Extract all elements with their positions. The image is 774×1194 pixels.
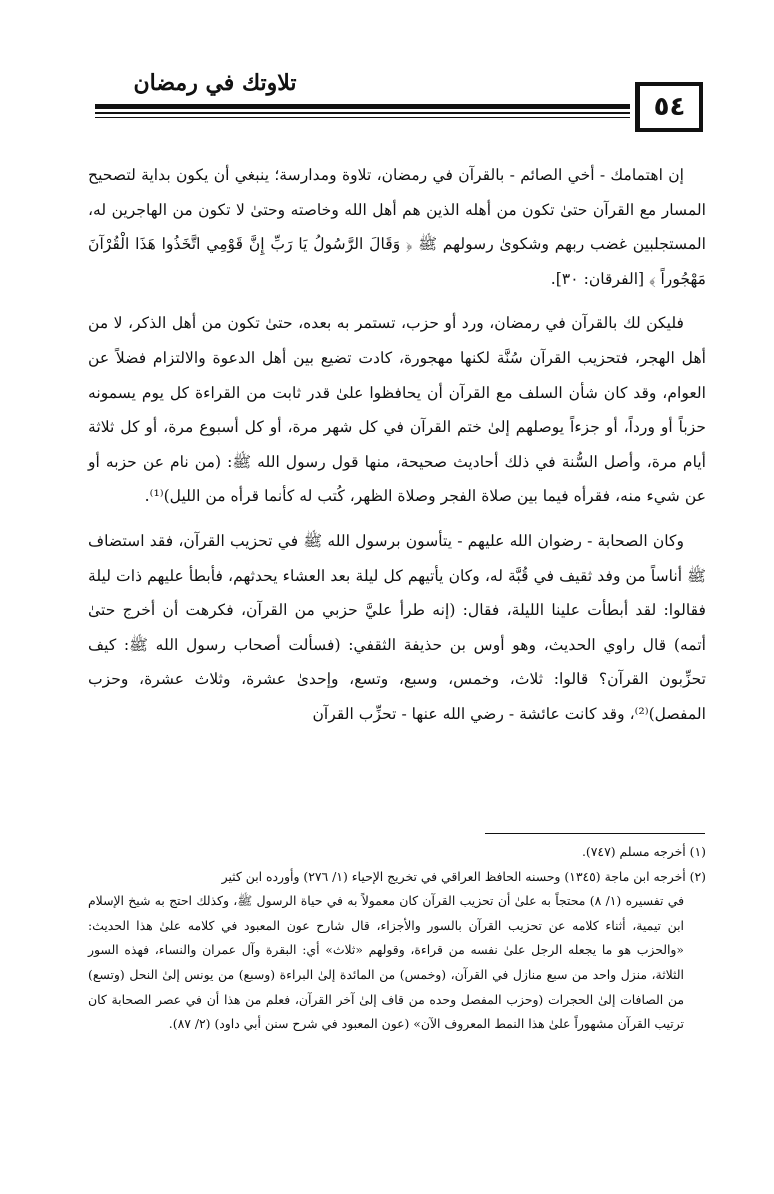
footnote-2-continued: في تفسيره (١/ ٨) محتجاً به علىٰ أن تحزيب القرآن كان معمولاً به في حياة الرسول ﷺ، وكذلك احتج به شيخ الإسلام ابن تيمية، أثناء كلامه عن تحزيب القرآن بالسور والأجزاء، قال شارح عون المعبود في كلامه علىٰ هذا الحديث: «والحزب هو ما يجعله الرجل علىٰ نفسه من قراءة، وقولهم «ثلاث» أي: البقرة وآل عمران والنساء، فهذه السور الثلاثة، منزل واحد من سبع منازل في القرآن، (وخمس) من المائدة إلىٰ البراءة (وسبع) من يونس إلىٰ النحل (وتسع) من الصافات إلىٰ الحجرات (وحزب المفصل وحده من قاف إلىٰ آخر القرآن، فعلم من هذا أن في عصر الصحابة كان ترتيب القرآن مشهوراً علىٰ هذا النمط المعروف الآن» (عون المعبود في شرح سنن أبي داود) (٢/ ٨٧).	[88, 893, 684, 1032]
paragraph-3: وكان الصحابة - رضوان الله عليهم - يتأسون برسول الله ﷺ في تحزيب القرآن، فقد استضاف ﷺ أناساً من وفد ثقيف في قُبَّة له، وكان يأتيهم كل ليلة بعد العشاء يحدثهم، فأبطأ عليهم ذات ليلة فقالوا: لقد أبطأت علينا الليلة، فقال: (إنه طرأ عليَّ حزبي من القرآن، فكرهت أن أخرج حتىٰ أتمه) قال راوي الحديث، وهو أوس بن حذيفة الثقفي: (فسألت أصحاب رسول الله ﷺ: كيف تحزِّبون القرآن؟ قالوا: ثلاث، وخمس، وسبع، وتسع، وإحدىٰ عشرة، وثلاث عشرة، وحزب المفصل)⁽²⁾، وقد كانت عائشة - رضي الله عنها - تحزِّب القرآن	[88, 531, 706, 723]
header-rule-thick	[95, 104, 630, 109]
paragraph-1: إن اهتمامك - أخي الصائم - بالقرآن في رمضان، تلاوة ومدارسة؛ ينبغي أن يكون بداية لتصحيح المسار مع القرآن حتىٰ تكون من أهله الذين هم أهل الله وخاصته وحتىٰ لا تكون من الهاجرين له، المستجلبين غضب ربهم وشكوىٰ رسولهم ﷺ ﴿ وَقَالَ الرَّسُولُ يَا رَبِّ إِنَّ قَوْمِي اتَّخَذُوا هَذَا الْقُرْآنَ مَهْجُوراً ﴾ [الفرقان: ٣٠].	[88, 166, 706, 288]
paragraph-2: فليكن لك بالقرآن في رمضان، ورد أو حزب، تستمر به بعده، حتىٰ تكون من أهل الذكر، لا من أهل الهجر، فتحزيب القرآن سُنَّة لكنها مهجورة، كادت تضيع بين أهل الدعوة والالتزام فضلاً عن العوام، وقد كان شأن السلف مع القرآن أن يحافظوا علىٰ قدر ثابت من القراءة كل يوم يسمونه حزباً أو ورداً، أو جزءاً يوصلهم إلىٰ ختم القرآن في كل شهر مرة، أو كل أسبوع مرة، أو كل ثلاثة أيام مرة، وأصل السُّنة في ذلك أحاديث صحيحة، منها قول رسول الله ﷺ: (من نام عن حزبه أو عن شيء منه، فقرأه فيما بين صلاة الفجر وصلاة الظهر، كُتب له كأنما قرأه من الليل)⁽¹⁾.	[88, 314, 706, 506]
footnote-separator	[485, 833, 705, 834]
header-rule-hairline	[95, 117, 630, 118]
running-header-title: تلاوتك في رمضان	[133, 70, 297, 96]
page-number-box	[635, 82, 703, 132]
footnote-1: (١) أخرجه مسلم (٧٤٧).	[581, 844, 706, 859]
header-rule-thin	[95, 112, 630, 114]
footnote-2: (٢) أخرجه ابن ماجة (١٣٤٥) وحسنه الحافظ العراقي في تخريج الإحياء (١/ ٢٧٦) وأورده ابن كثير	[221, 868, 706, 884]
footnotes	[88, 840, 706, 1037]
main-text	[88, 158, 706, 732]
page-number: ٥٤	[653, 92, 686, 122]
